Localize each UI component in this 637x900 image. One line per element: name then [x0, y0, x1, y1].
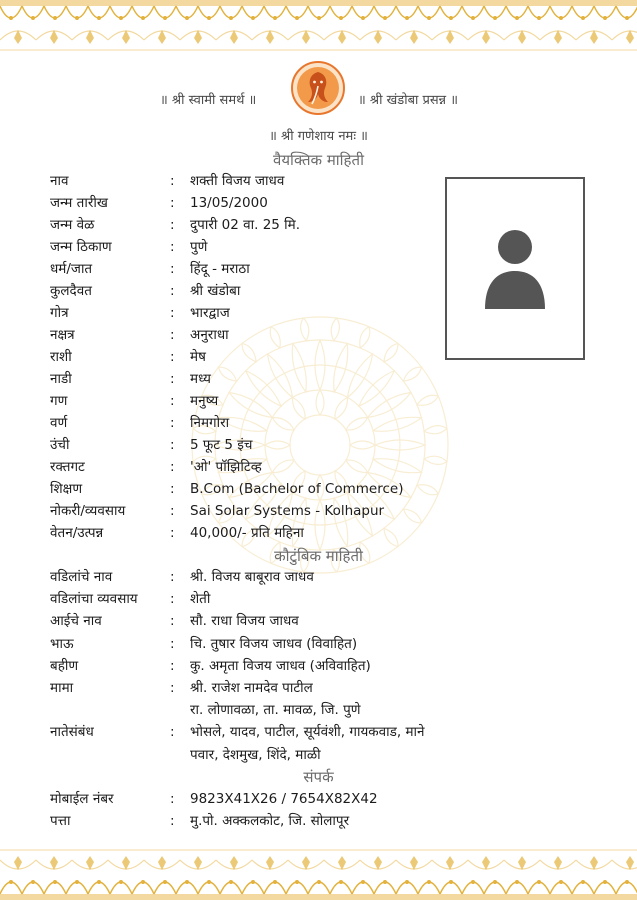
colon-separator: :	[170, 481, 175, 497]
colon-separator: :	[170, 327, 175, 343]
section-title-contact: संपर्क	[303, 768, 334, 786]
colon-separator: :	[170, 239, 175, 255]
personal-detail-label: नक्षत्र	[50, 327, 75, 343]
colon-separator: :	[170, 437, 175, 453]
family-detail-value: चि. तुषार विजय जाधव (विवाहित)	[190, 635, 358, 652]
colon-separator: :	[170, 393, 175, 409]
colon-separator: :	[170, 680, 175, 696]
personal-detail-label: नोकरी/व्यवसाय	[50, 503, 126, 519]
personal-detail-label: जन्म वेळ	[50, 217, 95, 233]
personal-detail-value: पुणे	[190, 239, 208, 255]
decorative-border-bottom	[0, 838, 637, 900]
personal-detail-value: हिंदू - मराठा	[190, 261, 250, 277]
personal-detail-label: वर्ण	[50, 415, 68, 431]
personal-detail-value: अनुराधा	[190, 327, 229, 343]
family-detail-label: नातेसंबंध	[50, 724, 94, 741]
personal-detail-value: 40,000/- प्रति महिना	[190, 525, 304, 541]
personal-detail-label: वेतन/उत्पन्न	[50, 525, 104, 541]
personal-detail-label: कुलदैवत	[50, 283, 92, 299]
personal-detail-value: 5 फूट 5 इंच	[190, 437, 253, 453]
personal-detail-value: भारद्वाज	[190, 305, 230, 321]
personal-detail-label: नाडी	[50, 371, 72, 387]
personal-detail-label: शिक्षण	[50, 481, 83, 497]
colon-separator: :	[170, 415, 175, 431]
colon-separator: :	[170, 459, 175, 475]
personal-detail-label: रक्तगट	[50, 459, 85, 475]
decorative-border-top	[0, 0, 637, 62]
colon-separator: :	[170, 591, 175, 608]
personal-detail-label: गोत्र	[50, 305, 69, 321]
colon-separator: :	[170, 173, 175, 189]
contact-detail-value: मु.पो. अक्कलकोट, जि. सोलापूर	[190, 813, 350, 829]
colon-separator: :	[170, 305, 175, 321]
family-detail-value: श्री. विजय बाबूराव जाधव	[190, 569, 314, 585]
family-detail-value: कु. अमृता विजय जाधव (अविवाहित)	[190, 657, 371, 674]
section-title-personal: वैयक्तिक माहिती	[273, 151, 364, 169]
personal-detail-value: मनुष्य	[190, 393, 219, 409]
family-detail-label: वडिलांचे नाव	[50, 569, 113, 585]
colon-separator: :	[170, 813, 175, 829]
colon-separator: :	[170, 283, 175, 299]
personal-detail-value: दुपारी 02 वा. 25 मि.	[190, 217, 301, 233]
colon-separator: :	[170, 613, 175, 630]
contact-detail-value: 9823X41X26 / 7654X82X42	[190, 791, 378, 807]
personal-detail-value: 'ओ' पॉझिटिव्ह	[190, 459, 262, 475]
colon-separator: :	[170, 217, 175, 233]
colon-separator: :	[170, 371, 175, 387]
personal-detail-value: 13/05/2000	[190, 195, 268, 211]
personal-detail-value: निमगोरा	[190, 415, 230, 431]
personal-detail-label: नाव	[50, 173, 69, 189]
colon-separator: :	[170, 525, 175, 541]
family-detail-label: मामा	[50, 680, 74, 696]
colon-separator: :	[170, 791, 175, 807]
colon-separator: :	[170, 261, 175, 277]
colon-separator: :	[170, 569, 175, 585]
personal-detail-label: जन्म ठिकाण	[50, 239, 112, 255]
personal-detail-value: मेष	[190, 349, 206, 365]
family-detail-label: वडिलांचा व्यवसाय	[50, 591, 138, 608]
family-detail-label: भाऊ	[50, 635, 74, 652]
family-detail-value: रा. लोणावळा, ता. मावळ, जि. पुणे	[190, 702, 361, 719]
profile-photo-frame	[445, 177, 585, 360]
personal-detail-value: Sai Solar Systems - Kolhapur	[190, 503, 385, 519]
personal-detail-label: उंची	[50, 437, 70, 453]
personal-detail-label: गण	[50, 393, 68, 409]
invocation-swami-samarth: ॥ श्री स्वामी समर्थ ॥	[160, 93, 257, 108]
personal-detail-value: B.Com (Bachelor of Commerce)	[190, 481, 404, 497]
personal-detail-value: श्री खंडोबा	[190, 283, 241, 299]
family-detail-value: भोसले, यादव, पाटील, सूर्यवंशी, गायकवाड, माने	[190, 724, 425, 741]
colon-separator: :	[170, 657, 175, 674]
personal-detail-value: शक्ती विजय जाधव	[190, 173, 285, 189]
colon-separator: :	[170, 635, 175, 652]
section-title-family: कौटुंबिक माहिती	[274, 547, 363, 565]
family-detail-value: श्री. राजेश नामदेव पाटील	[190, 680, 313, 696]
ganesha-emblem-icon	[290, 60, 346, 116]
invocation-khandoba: ॥ श्री खंडोबा प्रसन्न ॥	[358, 93, 459, 108]
invocation-ganesha: ॥ श्री गणेशाय नमः ॥	[269, 129, 368, 144]
colon-separator: :	[170, 195, 175, 211]
colon-separator: :	[170, 724, 175, 741]
family-detail-value: सौ. राधा विजय जाधव	[190, 613, 299, 630]
colon-separator: :	[170, 503, 175, 519]
contact-detail-label: पत्ता	[50, 813, 71, 829]
personal-detail-label: जन्म तारीख	[50, 195, 108, 211]
personal-detail-value: मध्य	[190, 371, 211, 387]
contact-detail-label: मोबाईल नंबर	[50, 791, 114, 807]
family-detail-label: आईचे नाव	[50, 613, 102, 630]
personal-detail-label: राशी	[50, 349, 72, 365]
user-avatar-icon	[447, 179, 583, 358]
family-detail-value: शेती	[190, 591, 211, 608]
colon-separator: :	[170, 349, 175, 365]
family-detail-label: बहीण	[50, 657, 79, 674]
personal-detail-label: धर्म/जात	[50, 261, 93, 277]
family-detail-value: पवार, देशमुख, शिंदे, माळी	[190, 746, 321, 763]
